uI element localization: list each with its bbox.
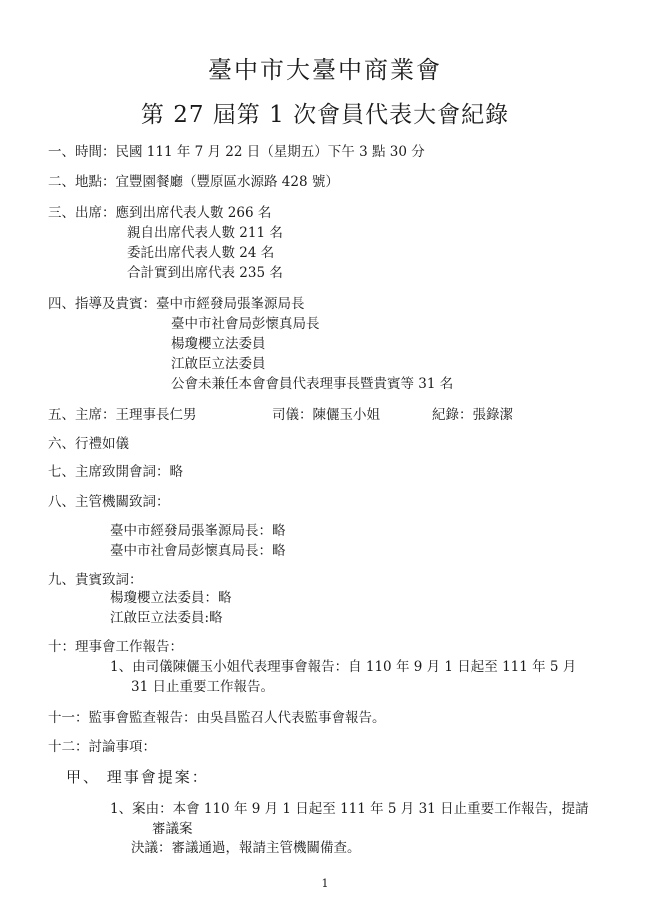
vip-speech-1: 楊瓊櫻立法委員：略 [110, 590, 232, 606]
attendance-proxy: 委託出席代表人數 24 名 [127, 245, 275, 261]
document-title: 臺中市大臺中商業會 [208, 56, 442, 84]
case-1-resolution: 決議：審議通過，報請主管機關備查。 [131, 840, 361, 856]
case-1-cont: 審議案 [152, 821, 193, 837]
official-speech-2: 臺中市社會局彭懷真局長：略 [110, 543, 286, 559]
item-board-report: 十：理事會工作報告： [48, 639, 183, 655]
item-guests: 四、指導及貴賓：臺中市經發局張峯源局長 [48, 296, 305, 312]
item-ceremony: 六、行禮如儀 [48, 436, 129, 452]
item-vip-speeches: 九、貴賓致詞： [48, 572, 143, 588]
attendance-total: 合計實到出席代表 235 名 [127, 265, 283, 281]
guest-others: 公會未兼任本會會員代表理事長暨貴賓等 31 名 [171, 376, 454, 392]
guest-legislator-2: 江啟臣立法委員 [171, 356, 266, 372]
item-place: 二、地點：宜豐園餐廳（豐原區水源路 428 號） [48, 174, 339, 190]
attendance-in-person: 親自出席代表人數 211 名 [127, 225, 283, 241]
vip-speech-2: 江啟臣立法委員:略 [110, 610, 223, 626]
item-attendance: 三、出席：應到出席代表人數 266 名 [48, 205, 272, 221]
board-report-1-cont: 31 日止重要工作報告。 [131, 679, 274, 695]
document-subtitle: 第 27 屆第 1 次會員代表大會紀錄 [140, 102, 510, 128]
item-discussion: 十二：討論事項： [48, 739, 156, 755]
page-number: 1 [321, 877, 329, 890]
official-speech-1: 臺中市經發局張峯源局長：略 [110, 523, 286, 539]
item-supervisor-report: 十一：監事會監查報告：由吳昌監召人代表監事會報告。 [48, 710, 386, 726]
item-host: 司儀：陳儷玉小姐 [272, 407, 380, 423]
guest-legislator-1: 楊瓊櫻立法委員 [171, 336, 266, 352]
item-recorder: 紀錄：張錄潔 [432, 407, 513, 423]
item-opening: 七、主席致開會詞：略 [48, 464, 183, 480]
item-chair: 五、主席：王理事長仁男 [48, 407, 197, 423]
item-official-speeches: 八、主管機關致詞： [48, 494, 170, 510]
board-report-1: 1、由司儀陳儷玉小姐代表理事會報告：自 110 年 9 月 1 日起至 111 年 5 月 [110, 659, 577, 675]
item-time: 一、時間：民國 111 年 7 月 22 日（星期五）下午 3 點 30 分 [48, 144, 425, 160]
proposal-section-heading: 甲、 理事會提案： [66, 768, 209, 786]
case-1: 1、案由：本會 110 年 9 月 1 日起至 111 年 5 月 31 日止重要工作報告，提請 [110, 801, 589, 817]
guest-social-bureau: 臺中市社會局彭懷真局長 [171, 316, 320, 332]
